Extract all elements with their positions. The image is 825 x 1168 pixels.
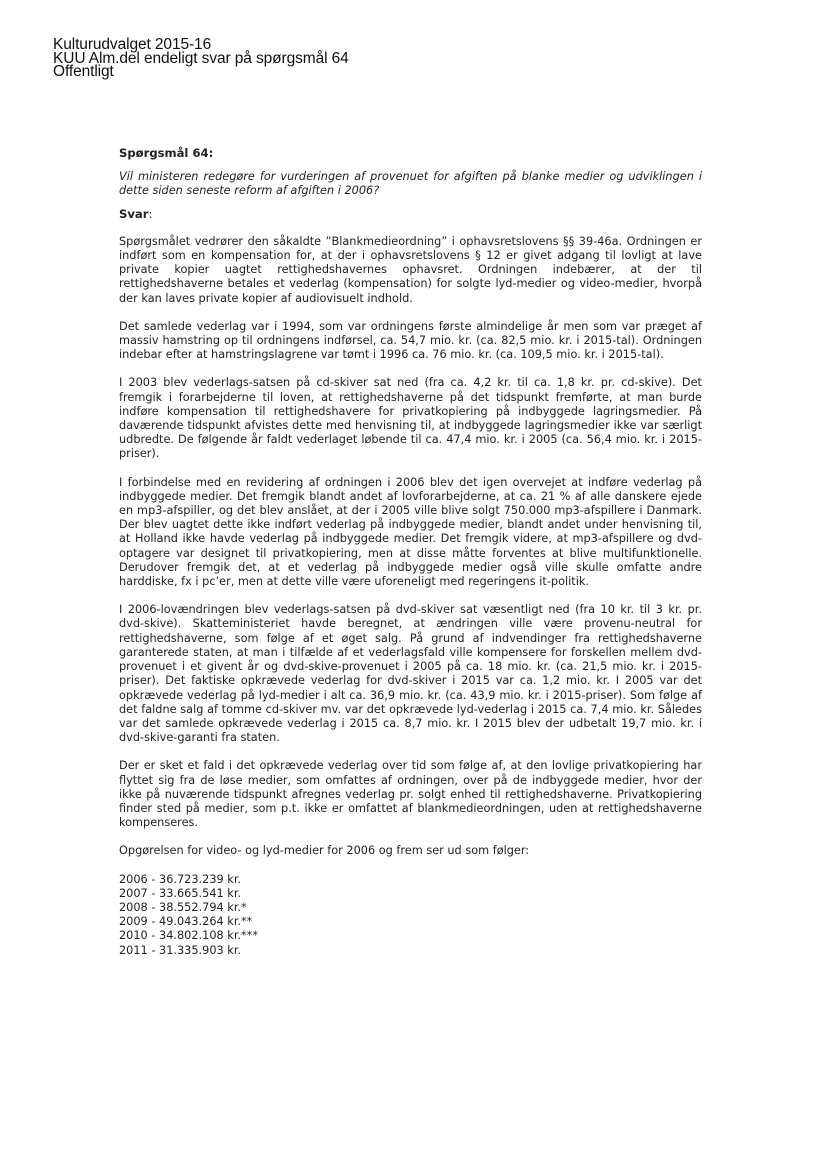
answer-paragraph: I 2003 blev vederlags-satsen på cd-skiver sat ned (fra ca. 4,2 kr. til ca. 1,8 kr. pr. cd-skive). Det fremgik i forarbejderne til loven, at rettighedshaverne på det tidspunkt fremførte, at man burde indføre kompensation til rettighedshavere for privatkopiering på indbyggede lagringsmedier. På daværende tidspunkt afvistes dette med henvisning til, at indbyggede lagringsmedier ikke var særligt udbredte. De følgende år faldt vederlaget løbende til ca. 47,4 mio. kr. i 2005 (ca. 56,4 mio. kr. i 2015-priser). bbox=[119, 376, 702, 461]
answer-paragraph: I 2006-lovændringen blev vederlags-satsen på dvd-skiver sat væsentligt ned (fra 10 kr. til 3 kr. pr. dvd-skive). Skatteministeriet havde beregnet, at ændringen ville være provenu-neutral for rettighedshaverne, som følge af et øget salg. På grund af indvendinger fra rettighedshaverne garanterede staten, at man i tilfælde af et vederlagsfald ville kompensere for forskellen mellem dvd-provenuet i et givent år og dvd-skive-provenuet i 2005 på ca. 18 mio. kr. (ca. 21,5 mio. kr. i 2015-priser). Det faktiske opkrævede vederlag for dvd-skiver i 2015 var ca. 1,2 mio. kr. I 2005 var det opkrævede vederlag på lyd-medier i alt ca. 36,9 mio. kr. (ca. 43,9 mio. kr. i 2015-priser). Som følge af det faldne salg af tomme cd-skiver mv. var det opkrævede lyd-vederlag i 2015 ca. 7,4 mio. kr. Således var det samlede opkrævede vederlag i 2015 ca. 8,7 mio. kr. I 2015 blev der udbetalt 19,7 mio. kr. i dvd-skive-garanti fra staten. bbox=[119, 603, 702, 745]
figures-item: 2008 - 38.552.794 kr.* bbox=[119, 900, 247, 914]
question-text: Vil ministeren redegøre for vurderingen af provenuet for afgiften på blanke medier og udviklingen i dette siden seneste reform af afgiften i 2006? bbox=[119, 170, 702, 198]
committee-line: Kulturudvalget 2015-16 bbox=[53, 36, 212, 53]
answer-paragraph: I forbindelse med en revidering af ordningen i 2006 blev det igen overvejet at indføre vederlag på indbyggede medier. Det fremgik blandt andet af lovforarbejderne, at ca. 21 % af alle danskere ejede en mp3-afspiller, og det blev anslået, at der i 2005 ville blive solgt 750.000 mp3-afspillere i Danmark. Der blev uagtet dette ikke indført vederlag på indbyggede medier, blandt andet under henvisning til, at Holland ikke havde vederlag på indbyggede medier. Det fremgik videre, at mp3-afspillere og dvd-optagere var designet til privatkopiering, men at disse måtte forventes at blive multifunktionelle. Derudover fremgik det, at et vederlag på indbyggede medier også ville skulle omfatte andre harddiske, fx i pc’er, men at dette ville være uforeneligt med regeringens it-politik. bbox=[119, 475, 702, 589]
answer-heading bbox=[119, 207, 702, 221]
answer-label: Svar bbox=[119, 206, 149, 221]
classification: Offentligt bbox=[53, 63, 114, 80]
question-title: Spørgsmål 64: bbox=[119, 146, 214, 160]
answer-paragraph: Spørgsmålet vedrører den såkaldte ”Blankmedieordning” i ophavsretslovens §§ 39-46a. Ordningen er indført som en kompensation for, at der i ophavsretslovens § 12 er givet adgang til lovligt at lave private kopier uagtet rettighedshavernes ophavsret. Ordningen indebærer, at der til rettighedshaverne betales et vederlag (kompensation) for solgte lyd-medier og video-medier, hvorpå der kan laves private kopier af audiovisuelt indhold. bbox=[119, 234, 702, 305]
figures-item: 2009 - 49.043.264 kr.** bbox=[119, 915, 253, 929]
answer-paragraph: Der er sket et fald i det opkrævede vederlag over tid som følge af, at den lovlige privatkopiering har flyttet sig fra de løse medier, som omfattes af ordningen, over på de indbyggede medier, hvor der ikke på nuværende tidspunkt afregnes vederlag pr. solgt enhed til rettighedshaverne. Privatkopiering finder sted på medier, som p.t. ikke er omfattet af blankmedieordningen, uden at rettighedshaverne kompenseres. bbox=[119, 759, 702, 830]
document-reference: KUU Alm.del endeligt svar på spørgsmål 64 bbox=[53, 49, 349, 67]
document-stamp bbox=[53, 38, 349, 79]
answer-paragraph: Det samlede vederlag var i 1994, som var ordningens første almindelige år men som var præget af massiv hamstring op til ordningens indførsel, ca. 54,7 mio. kr. (ca. 82,5 mio. kr. i 2015-tal). Ordningen indebar efter at hamstringslagrene var tømt i 1996 ca. 76 mio. kr. (ca. 109,5 mio. kr. i 2015-tal). bbox=[119, 319, 702, 362]
figures-item: 2010 - 34.802.108 kr.*** bbox=[119, 929, 258, 943]
figures-item: 2011 - 31.335.903 kr. bbox=[119, 943, 242, 957]
figures-item: 2006 - 36.723.239 kr. bbox=[119, 872, 242, 886]
figures-intro: Opgørelsen for video- og lyd-medier for 2006 og frem ser ud som følger: bbox=[119, 844, 530, 858]
figures-list bbox=[119, 873, 702, 958]
document-body bbox=[119, 146, 702, 958]
figures-item: 2007 - 33.665.541 kr. bbox=[119, 886, 242, 900]
answer-colon: : bbox=[148, 206, 153, 221]
